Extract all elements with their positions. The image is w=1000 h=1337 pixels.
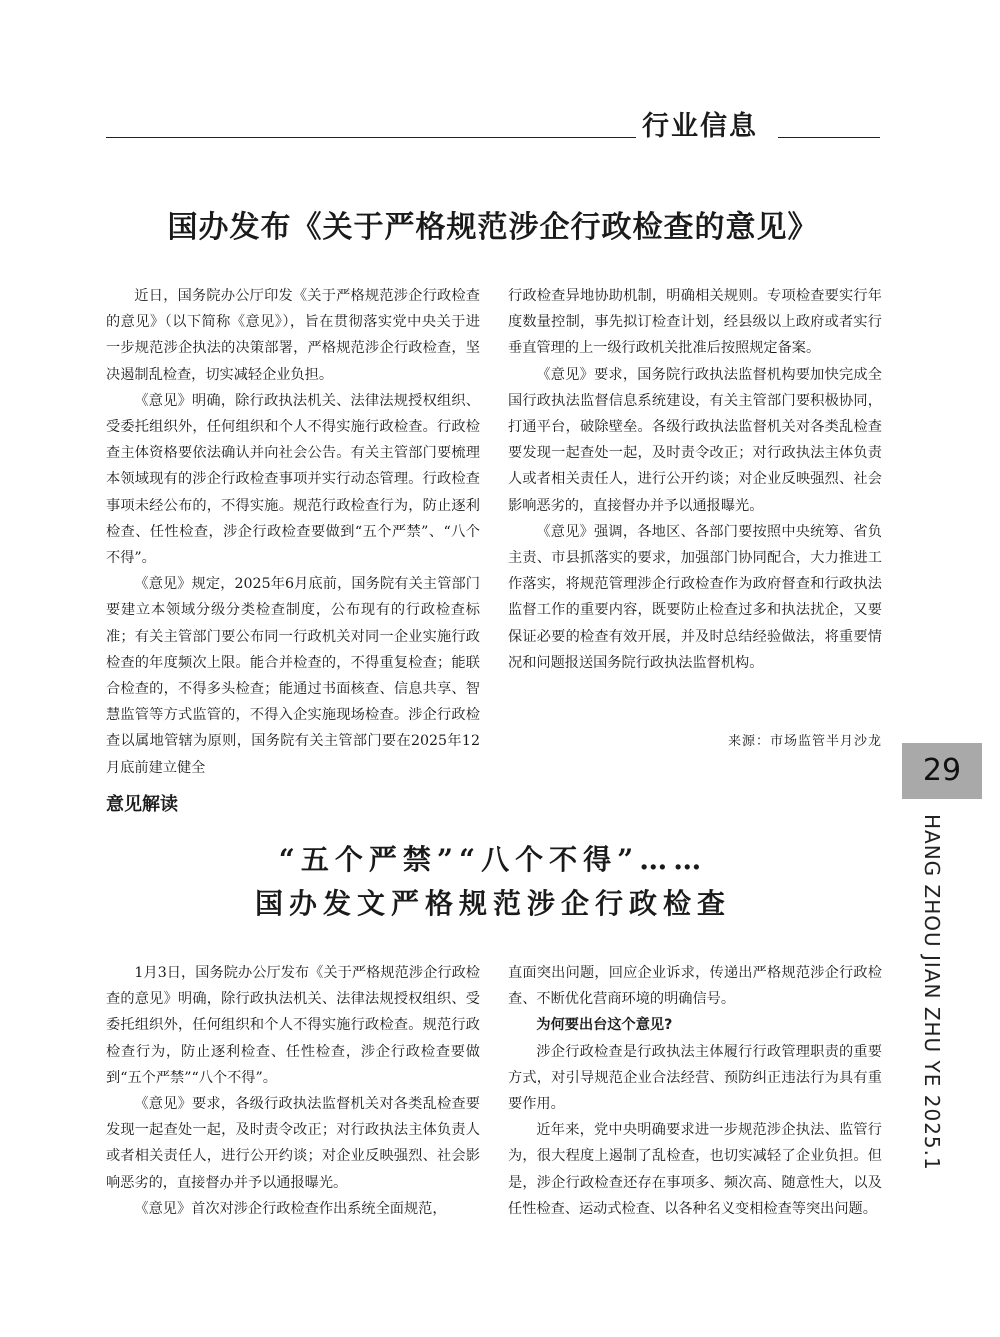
article1-left-column (106, 283, 480, 781)
paragraph-continuation: 直面突出问题，回应企业诉求，传递出严格规范涉企行政检查、不断优化营商环境的明确信号。 (508, 965, 882, 1008)
section-label: 行业信息 (642, 111, 758, 142)
article2-title (106, 838, 880, 926)
article1-right-column (508, 283, 882, 676)
header-rule-right (778, 137, 880, 138)
page-number: 29 (902, 743, 982, 799)
paragraph: 近日，国务院办公厅印发《关于严格规范涉企行政检查的意见》（以下简称《意见》），旨在贯彻落实党中央关于进一步规范涉企执法的决策部署，严格规范涉企行政检查，坚决遏制乱检查，切实减轻企业负担。 (106, 288, 480, 383)
paragraph: 涉企行政检查是行政执法主体履行行政管理职责的重要方式，对引导规范企业合法经营、预防纠正违法行为具有重要作用。 (508, 1043, 882, 1113)
article2-title-line2: 国办发文严格规范涉企行政检查 (254, 887, 731, 920)
paragraph: 《意见》要求，国务院行政执法监督机构要加快完成全国行政执法监督信息系统建设，有关主管部门要积极协同，打通平台，破除壁垒。各级行政执法监督机关对各类乱检查要发现一起查处一起，及时责令改正；对行政执法主体负责人或者相关责任人，进行公开约谈；对企业反映强烈、社会影响恶劣的，直接督办并予以通报曝光。 (508, 366, 882, 514)
interpretation-label: 意见解读 (106, 794, 178, 815)
subheading: 为何要出台这个意见? (536, 1017, 673, 1034)
paragraph: 《意见》要求，各级行政执法监督机关对各类乱检查要发现一起查处一起，及时责令改正；对行政执法主体负责人或者相关责任人，进行公开约谈；对企业反映强烈、社会影响恶劣的，直接督办并予以通报曝光。 (106, 1096, 480, 1191)
paragraph-continuation: 行政检查异地协助机制，明确相关规则。专项检查要实行年度数量控制，事先拟订检查计划，经县级以上政府或者实行垂直管理的上一级行政机关批准后按照规定备案。 (508, 288, 882, 357)
article-source: 来源：市场监管半月沙龙 (727, 734, 882, 749)
article2-title-line1: “五个严禁”“八个不得”…… (278, 843, 708, 876)
article2-left-column (106, 960, 480, 1222)
paragraph: 《意见》明确，除行政执法机关、法律法规授权组织、受委托组织外，任何组织和个人不得实施行政检查。行政检查主体资格要依法确认并向社会公告。有关主管部门要梳理本领域现有的涉企行政检查事项并实行动态管理。行政检查事项未经公布的，不得实施。规范行政检查行为，防止逐利检查、任性检查，涉企行政检查要做到“五个严禁”、“八个不得”。 (106, 392, 480, 567)
article-title: 国办发布《关于严格规范涉企行政检查的意见》 (167, 210, 819, 245)
paragraph: 近年来，党中央明确要求进一步规范涉企执法、监管行为，很大程度上遏制了乱检查，也切实减轻了企业负担。但是，涉企行政检查还存在事项多、频次高、随意性大，以及任性检查、运动式检查、以各种名义变相检查等突出问题。 (508, 1122, 882, 1217)
paragraph: 《意见》首次对涉企行政检查作出系统全面规范， (134, 1200, 447, 1217)
paragraph: 1月3日，国务院办公厅发布《关于严格规范涉企行政检查的意见》明确，除行政执法机关、法律法规授权组织、受委托组织外，任何组织和个人不得实施行政检查。规范行政检查行为，防止逐利检查、任性检查，涉企行政检查要做到“五个严禁”“八个不得”。 (106, 965, 480, 1086)
paragraph: 《意见》规定，2025年6月底前，国务院有关主管部门要建立本领域分级分类检查制度，公布现有的行政检查标准；有关主管部门要公布同一行政机关对同一企业实施行政检查的年度频次上限。能合并检查的，不得重复检查；能联合检查的，不得多头检查；能通过书面核查、信息共享、智慧监管等方式监管的，不得入企实施现场检查。涉企行政检查以属地管辖为原则，国务院有关主管部门要在2025年12月底前建立健全 (106, 576, 480, 776)
article2-right-column (508, 960, 882, 1222)
header-rule-left (106, 137, 636, 138)
paragraph: 《意见》强调，各地区、各部门要按照中央统筹、省负主责、市县抓落实的要求，加强部门协同配合，大力推进工作落实，将规范管理涉企行政检查作为政府督查和行政执法监督工作的重要内容，既要防止检查过多和执法扰企，又要保证必要的检查有效开展，并及时总结经验做法，将重要情况和问题报送国务院行政执法监督机构。 (508, 523, 882, 671)
journal-name: HANG ZHOU JIAN ZHU YE 2025.1 (920, 814, 944, 1171)
